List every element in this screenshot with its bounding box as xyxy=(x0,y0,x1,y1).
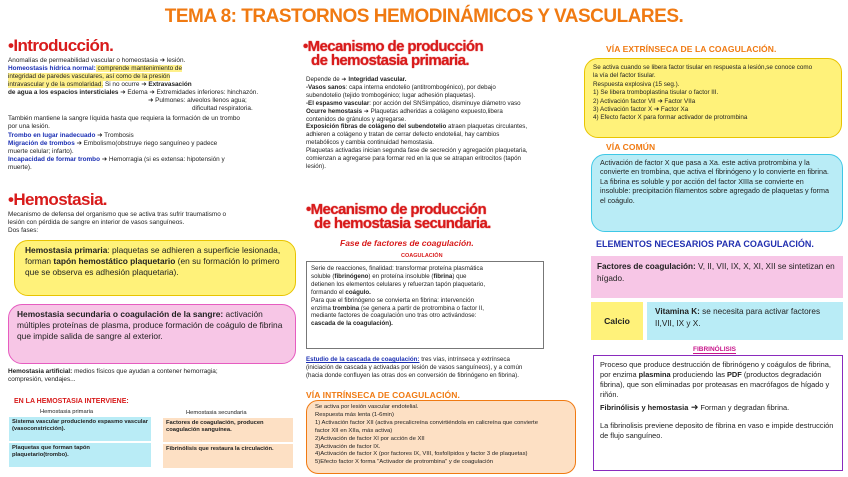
intro-line: intravascular y de la osmolaridad. Si no ocurre ➜ Extravasación xyxy=(8,81,192,88)
interviene-a1: Sistema vascular produciendo espasmo vascular (vasoconstricción). xyxy=(9,417,151,441)
artificial-line: compresión, vendajes... xyxy=(8,376,76,383)
secundaria-heading-line2: de hemostasia secundaria. xyxy=(314,215,491,232)
intrinseca-box xyxy=(306,400,576,474)
cascada-text: Estudio de la cascada de coagulación: tres vías, intrínseca y extrínseca (iniciación de cascada y activadas por lesión de vasos sanguíneos), y a común (hacia donde confluyen las otras dos en conversión de fibrinógeno en fibrina). xyxy=(306,356,576,380)
hemostasia-artificial: Hemostasia artificial: medios físicos que ayudan a contener hemorragia; compresión, vendajes... xyxy=(8,368,298,384)
comun-heading: VÍA COMÚN xyxy=(606,142,656,152)
intro-heading: •Introducción. xyxy=(8,36,114,55)
intro-line: dificultad respiratoria. xyxy=(192,105,253,112)
intro-heading-text: Introducción. xyxy=(13,36,114,55)
secundaria-subtitle: Fase de factores de coagulación. xyxy=(340,238,474,248)
coag-line: Serie de reacciones, finalidad: transformar proteína plasmática xyxy=(311,265,483,272)
extrinseca-line: 2) Activación factor VII ➜ Factor VIIa xyxy=(593,97,696,105)
extrinseca-heading: VÍA EXTRÍNSECA DE LA COAGULACIÓN. xyxy=(606,44,777,54)
hemostasia-line: Mecanismo de defensa del organismo que se activa tras sufrir traumatismo o xyxy=(8,211,227,218)
interviene-b2: Fibrinólisis que restaura la circulación. xyxy=(163,444,293,468)
extrinseca-line: Respuesta explosiva (15 seg.). xyxy=(593,80,680,88)
primaria-line: Plaquetas activadas inician segunda fase de secreción y agregación plaquetaria, xyxy=(306,147,528,155)
comun-box xyxy=(591,154,843,232)
fibrinolisis-p1: Proceso que produce destrucción de fibrinógeno y coágulos de fibrina, por enzima plasmina produciendo las PDF (productos degradación fibrina), que son eliminadas por proteasas en macrófagos de hígado y riñón. xyxy=(600,360,831,399)
hemostasia-primaria-box: Hemostasia primaria: plaquetas se adhieren a superficie lesionada, forman tapón hemostático plaquetario (en su formación lo primero que se observa es adhesión plaquetaria). xyxy=(14,240,296,296)
intro-line: Migración de trombos ➜ Embolismo(obstruye riego sanguíneo y padece xyxy=(8,140,218,147)
extrinseca-line: la vía del factor tisular. xyxy=(593,72,656,80)
intrinseca-line: 2)Activación de factor XI por acción de XII xyxy=(315,435,425,442)
coag-line: detienen los elementos celulares y refuerzan tapón plaquetario, xyxy=(311,280,486,288)
coag-line: mediante factores de coagulación uno tras otro activándose: xyxy=(311,312,477,320)
extrinseca-line: 3) Activación factor X ➜ Factor Xa xyxy=(593,106,689,114)
intrinseca-line: 3)Activación de factor IX. xyxy=(315,443,381,450)
secundaria-heading: •Mecanismo de producción de hemostasia secundaria. xyxy=(306,201,491,232)
extrinseca-line: 1) Se libera tromboplastina tisular o factor III. xyxy=(593,89,719,97)
extrinseca-line: 4) Efecto factor X para formar activador de protrombina xyxy=(593,114,748,122)
extrinseca-line: Se activa cuando se libera factor tisular en respuesta a lesión,se conoce como xyxy=(593,64,813,71)
intro-line: También mantiene la sangre líquida hasta que requiera la formación de un trombo xyxy=(8,115,240,122)
intrinseca-line: factor XII en XIIa, más activa) xyxy=(315,427,393,434)
intrinseca-line: Respuesta más lenta (1-6min) xyxy=(315,411,394,418)
hemostasia-heading: •Hemostasia. xyxy=(8,190,107,209)
primaria-line: contenidos de gránulos y agregarse. xyxy=(306,115,407,123)
intro-line: de agua a los espacios intersticiales ➜ Edema ➜ Extremidades inferiores: hinchazón. xyxy=(8,89,259,96)
page-title: TEMA 8: TRASTORNOS HEMODINÁMICOS Y VASCULARES. xyxy=(164,6,684,27)
intro-line: Trombo en lugar inadecuado ➜ Trombosis xyxy=(8,132,134,139)
intrinseca-line: Se activa por lesión vascular endotelial. xyxy=(315,404,419,410)
interviene-a2: Plaquetas que forman tapón plaquetario(trombo). xyxy=(9,443,151,467)
vitamina-k-box: Vitamina K: se necesita para activar factores II,VII, IX y X. xyxy=(647,302,843,340)
coagulacion-label: COAGULACIÓN xyxy=(401,253,443,259)
coagulacion-box: Serie de reacciones, finalidad: transformar proteína plasmática soluble (fibrinógeno) en proteína insoluble (fibrina) que detienen los elementos celulares y refuerzan tapón plaquetario, formando el coágulo. Para que el fibrinógeno se convierta en fibrina: intervención enzima trombina (se genera a partir de protrombina o factor II, mediante factores de coagulación uno tras otro activándose: cascada de la coagulación). xyxy=(306,261,544,349)
hemostasia-line: lesión con pérdida de sangre en interior de vasos sanguíneos. xyxy=(8,219,185,226)
intrinseca-line: 4)Activación de factor X (por factores IX, VIII, fosfolípidos y factor 3 de plaquetas) xyxy=(315,451,528,458)
calcio-box: Calcio xyxy=(591,302,643,340)
intrinseca-line: 5)Efecto factor X forma "Activador de protrombina" y de coagulación xyxy=(315,459,494,466)
interviene-col-secundaria: Hemostasia secundaria xyxy=(186,410,247,416)
primaria-heading-line2: de hemostasia primaria. xyxy=(311,52,469,69)
intro-line: por una lesión. xyxy=(8,123,50,130)
hemostasia-heading-text: Hemostasia. xyxy=(13,190,107,209)
primaria-line: lesión). xyxy=(306,162,326,170)
fibrinolisis-label: FIBRINÓLISIS xyxy=(693,346,736,353)
fibrinolisis-p3: La fibrinolisis previene deposito de fibrina en vaso e impide destrucción de flujo sanguíneo. xyxy=(600,421,834,440)
comun-line: Activación de factor X que pasa a Xa. este activa protrombina y la convierte en trombina, que activa el fibrinógeno y lo convierte en fibrina. xyxy=(600,158,829,177)
fibrinolisis-p2: Fibrinólisis y hemostasia ➜ Forman y degradan fibrina. xyxy=(600,402,790,412)
hemostasia-secundaria-box: Hemostasia secundaria o coagulación de la sangre: activación múltiples proteínas de plasma, produce formación de coágulo de fibrina que impide salida de sangre al exterior. xyxy=(8,304,296,364)
hemostasia-text xyxy=(8,211,298,235)
cascada-line: (hacia donde confluyen las otras dos en conversión de fibrinógeno en fibrina). xyxy=(306,371,519,379)
intrinseca-heading: VÍA INTRÍNSECA DE COAGULACIÓN. xyxy=(306,390,460,400)
intro-line: ➜ Pulmones: alveolos llenos agua; xyxy=(148,97,247,104)
intro-text xyxy=(8,57,298,172)
primaria-line: subendotelio (tejido trombogénico; lugar adhesión plaquetas). xyxy=(306,91,476,99)
elementos-heading: ELEMENTOS NECESARIOS PARA COAGULACIÓN. xyxy=(596,239,814,249)
fibrinolisis-box xyxy=(593,355,843,471)
interviene-col-primaria: Hemostasia primaria xyxy=(40,409,94,415)
hemostasia-line: Dos fases: xyxy=(8,227,39,234)
intro-line: muerte). xyxy=(8,164,32,171)
interviene-heading: EN LA HEMOSTASIA INTERVIENE: xyxy=(14,398,129,405)
intro-line: Anomalías de permeabilidad vascular o homeostasia ➜ lesión. xyxy=(8,57,186,64)
primaria-heading: •Mecanismo de producción de hemostasia primaria. xyxy=(303,38,484,69)
primaria-line: adhieren a colágeno y tratan de cerrar defecto endotelial, hay cambios xyxy=(306,131,500,139)
coag-line: cascada de la coagulación). xyxy=(311,320,393,328)
primaria-line: metabólicos y cambia continuidad hemostasia. xyxy=(306,139,434,147)
intro-line: Homeostasis hídrica normal: comprende mantenimiento de xyxy=(8,65,183,72)
intro-line: Incapacidad de formar trombo ➜ Hemorragia (si es extensa: hipotensión y xyxy=(8,156,225,163)
primaria-text: Depende de ➜ Integridad vascular. -Vasos sanos: capa interna endotelio (antitrombogénico), por debajo subendotelio (tejido trombogénico; lugar adhesión plaquetas). -El espasmo vascular: por acción del SNSimpático, disminuye diámetro vaso Ocurre hemostasis ➜ Plaquetas adheridas a colágeno expuesto,libera contenidos de gránulos y agregarse. Exposición fibras de colágeno del subendotelio atraen plaquetas circulantes, adhieren a colágeno y tratan de cerrar defecto endotelial, hay cambios metabólicos y cambia continuidad hemostasia. Plaquetas activadas inician segunda fase de secreción y agregación plaquetaria, comienzan a agregarse para formar red en la que se atrapan eritrocitos (tapón lesión). xyxy=(306,76,576,171)
comun-line: La fibrina es soluble y por acción del factor XIIIa se convierte en insoluble: precipitación filamentos sobre agregado de plaquetas y forma el coágulo. xyxy=(600,176,829,205)
factores-box: Factores de coagulación: V, II, VII, IX, X, XI, XII se sintetizan en hígado. xyxy=(591,256,843,298)
arrow-right-icon: ➜ xyxy=(688,402,699,412)
primaria-line: comienzan a agregarse para formar red en la que se atrapan eritrocitos (tapón xyxy=(306,155,521,163)
intro-line: integridad de paredes vasculares, así como de la presión xyxy=(8,73,170,80)
interviene-b1: Factores de coagulación, producen coagulación sanguínea. xyxy=(163,418,293,442)
coag-line: Para que el fibrinógeno se convierta en fibrina: intervención xyxy=(311,296,475,304)
intro-line: muerte celular; infarto). xyxy=(8,148,74,155)
cascada-line: (iniciación de cascada y activadas por lesión de vasos sanguíneos), y a común xyxy=(306,363,523,371)
intrinseca-line: 1) Activación factor XII (activa precalicreína convirtiéndola en calicreína que convierte xyxy=(315,419,538,426)
extrinseca-box xyxy=(584,58,842,138)
